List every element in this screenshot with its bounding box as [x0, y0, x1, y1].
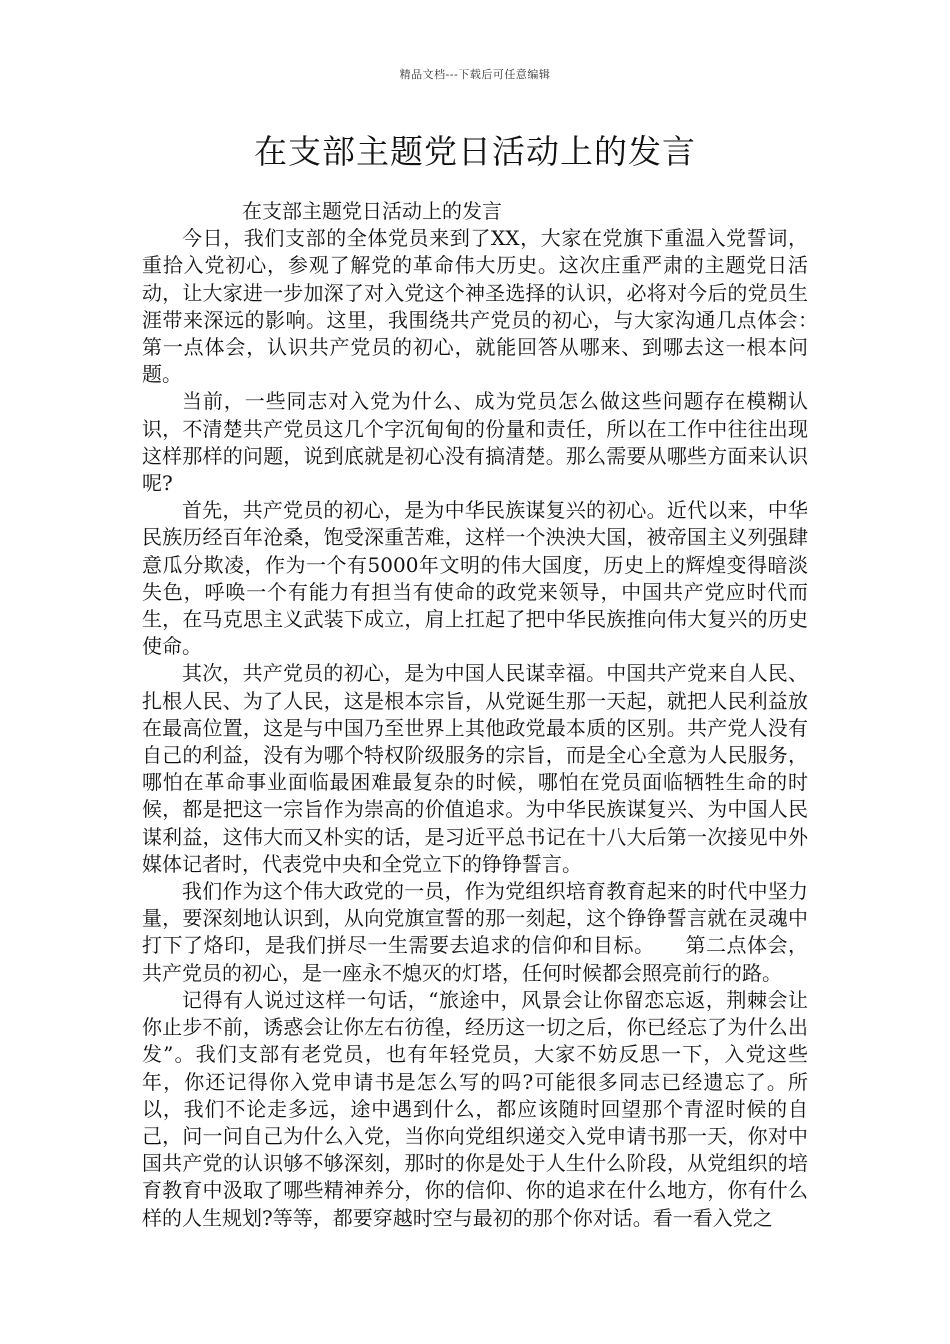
paragraph: 今日，我们支部的全体党员来到了XX，大家在党旗下重温入党誓词，重拾入党初心，参观了解党的革命伟大历史。这次庄重严肃的主题党日活动，让大家进一步加深了对入党这个神圣选择的认识，必将对今后的党员生涯带来深远的影响。这里，我围绕共产党员的初心，与大家沟通几点体会： 第一点体会，认识共产党员的初心，就能回答从哪来、到哪去这一根本问题。 — [142, 226, 848, 387]
paragraph: 我们作为这个伟大政党的一员，作为党组织培育教育起来的时代中坚力量，要深刻地认识到，从向党旗宣誓的那一刻起，这个铮铮誓言就在灵魂中打下了烙印，是我们拼尽一生需要去追求的信仰和目标。 第二点体会，共产党员的初心，是一座永不熄灭的灯塔，任何时候都会照亮前行的路。 — [142, 879, 808, 985]
document-title: 在支部主题党日活动上的发言 — [254, 132, 696, 171]
paragraph: 记得有人说过这样一句话，“旅途中，风景会让你留恋忘返，荆棘会让你止步不前，诱惑会让你左右彷徨，经历这一切之后，你已经忘了为什么出发”。我们支部有老党员，也有年轻党员，大家不妨反思一下，入党这些年，你还记得你入党申请书是怎么写的吗?可能很多同志已经遗忘了。所以，我们不论走多远，途中遇到什么，都应该随时回望那个青涩时候的自己，问一问自己为什么入党，当你向党组织递交入党申请书那一天，你对中国共产党的认识够不够深刻，那时的你是处于人生什么阶段，从党组织的培育教育中汲取了哪些精神养分，你的信仰、你的追求在什么地方，你有什么样的人生规划?等等，都要穿越时空与最初的那个你对话。看一看入党之 — [142, 987, 808, 1230]
page-header: 精品文档---下载后可任意编辑 — [399, 68, 551, 81]
paragraph: 首先，共产党员的初心，是为中华民族谋复兴的初心。近代以来，中华民族历经百年沧桑，饱受深重苦难，这样一个泱泱大国，被帝国主义列强肆意瓜分欺凌，作为一个有5000年文明的伟大国度，历史上的辉煌变得暗淡失色，呼唤一个有能力有担当有使命的政党来领导，中国共产党应时代而生，在马克思主义武装下成立，肩上扛起了把中华民族推向伟大复兴的历史使命。 — [142, 498, 808, 659]
paragraph: 其次，共产党员的初心，是为中国人民谋幸福。中国共产党来自人民、扎根人民、为了人民，这是根本宗旨，从党诞生那一天起，就把人民利益放在最高位置，这是与中国乃至世界上其他政党最本质的区别。共产党人没有自己的利益，没有为哪个特权阶级服务的宗旨，而是全心全意为人民服务，哪怕在革命事业面临最困难最复杂的时候，哪怕在党员面临牺牲生命的时候，都是把这一宗旨作为崇高的价值追求。为中华民族谋复兴、为中国人民谋利益，这伟大而又朴实的话，是习近平总书记在十八大后第一次接见中外媒体记者时，代表党中央和全党立下的铮铮誓言。 — [142, 661, 808, 876]
document-body — [142, 198, 848, 1232]
paragraph: 当前，一些同志对入党为什么、成为党员怎么做这些问题存在模糊认识，不清楚共产党员这几个字沉甸甸的份量和责任，所以在工作中往往出现这样那样的问题，说到底就是初心没有搞清楚。那么需要从哪些方面来认识呢? — [142, 389, 808, 496]
document-subtitle: 在支部主题党日活动上的发言 — [242, 199, 502, 223]
